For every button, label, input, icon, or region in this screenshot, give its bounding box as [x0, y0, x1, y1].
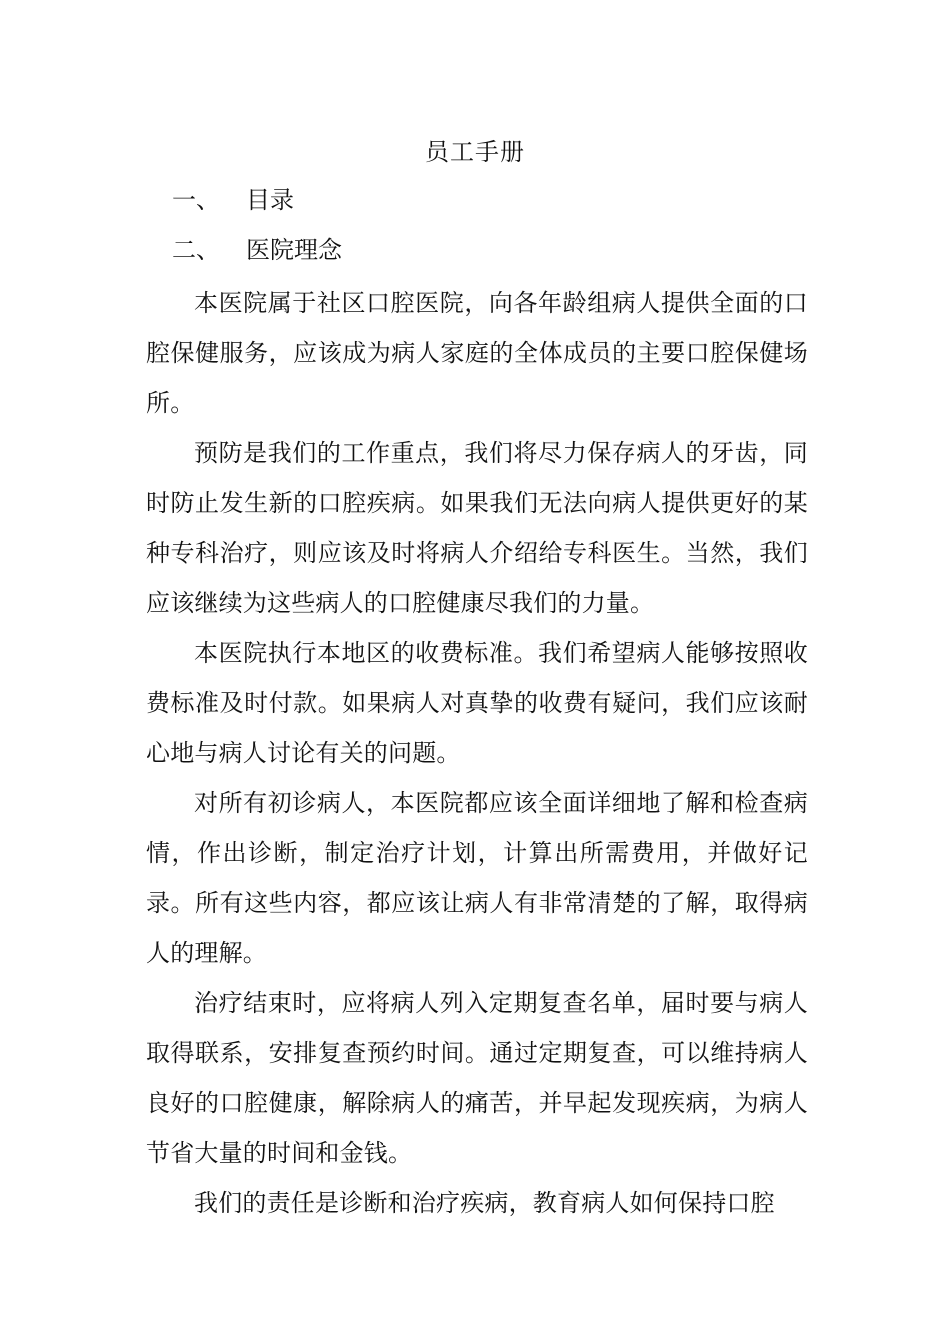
document-title: 员工手册	[425, 138, 525, 166]
outline-item-1-number: 一、	[172, 186, 220, 214]
paragraph-4: 对所有初诊病人，本医院都应该全面详细地了解和检查病情，作出诊断，制定治疗计划，计算出所需费用，并做好记录。所有这些内容，都应该让病人有非常清楚的了解，取得病人的理解。	[146, 789, 808, 967]
outline-item-2-number: 二、	[172, 236, 220, 264]
outline-item-1-text: 目录	[246, 186, 294, 214]
paragraph-1: 本医院属于社区口腔医院，向各年龄组病人提供全面的口腔保健服务，应该成为病人家庭的全体成员的主要口腔保健场所。	[146, 289, 808, 417]
document-body	[146, 278, 808, 1228]
outline-item-2	[172, 232, 342, 268]
paragraph-5: 治疗结束时，应将病人列入定期复查名单，届时要与病人取得联系，安排复查预约时间。通过定期复查，可以维持病人良好的口腔健康，解除病人的痛苦，并早起发现疾病，为病人节省大量的时间和金钱。	[146, 989, 808, 1167]
outline-item-2-text: 医院理念	[246, 236, 342, 264]
paragraph-3: 本医院执行本地区的收费标准。我们希望病人能够按照收费标准及时付款。如果病人对真挚的收费有疑问，我们应该耐心地与病人讨论有关的问题。	[146, 639, 808, 767]
paragraph-6: 我们的责任是诊断和治疗疾病，教育病人如何保持口腔	[194, 1189, 775, 1217]
paragraph-2: 预防是我们的工作重点，我们将尽力保存病人的牙齿，同时防止发生新的口腔疾病。如果我们无法向病人提供更好的某种专科治疗，则应该及时将病人介绍给专科医生。当然，我们应该继续为这些病人的口腔健康尽我们的力量。	[146, 439, 808, 617]
outline-item-1	[172, 182, 294, 218]
